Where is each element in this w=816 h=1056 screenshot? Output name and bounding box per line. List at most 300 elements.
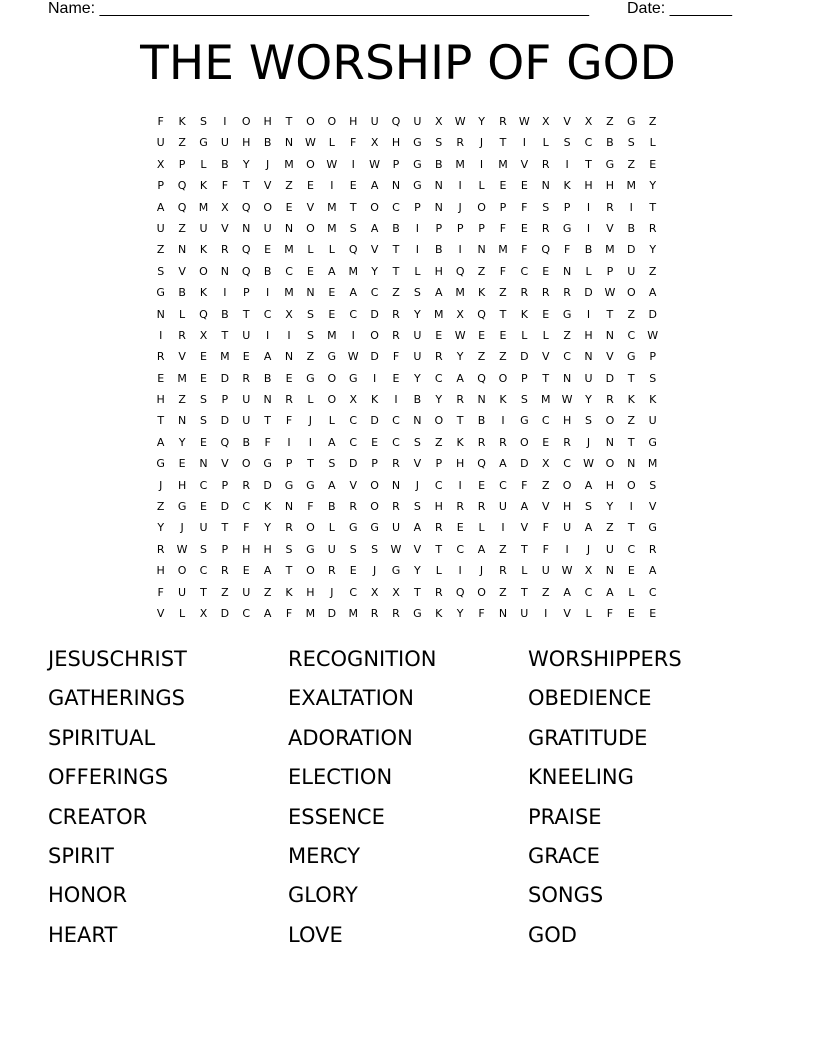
grid-letter: E: [285, 371, 293, 385]
grid-row: [150, 410, 670, 431]
word-list-item: GLORY: [288, 883, 358, 908]
grid-letter: R: [434, 350, 443, 364]
grid-letter: H: [584, 328, 593, 342]
grid-letter: N: [605, 564, 615, 578]
grid-letter: P: [435, 221, 443, 235]
grid-letter: U: [520, 606, 529, 620]
grid-letter: C: [434, 371, 443, 385]
grid-letter: V: [606, 221, 614, 235]
grid-letter: A: [563, 585, 571, 599]
grid-letter: Q: [241, 243, 251, 257]
grid-letter: F: [157, 115, 164, 128]
grid-letter: N: [284, 221, 294, 235]
word-list-item: SPIRIT: [48, 844, 114, 869]
grid-row: [150, 560, 670, 581]
grid-letter: N: [605, 435, 615, 449]
grid-letter: L: [414, 264, 421, 278]
grid-letter: Z: [627, 307, 636, 321]
grid-letter: G: [627, 350, 636, 364]
grid-letter: Z: [435, 435, 443, 449]
grid-letter: U: [242, 328, 251, 342]
grid-letter: E: [328, 286, 336, 300]
grid-letter: L: [585, 606, 592, 620]
grid-letter: L: [521, 564, 528, 578]
grid-letter: I: [586, 221, 591, 235]
grid-letter: U: [156, 221, 165, 235]
grid-letter: C: [627, 542, 636, 556]
grid-letter: G: [177, 500, 187, 514]
grid-letter: Y: [478, 115, 485, 128]
grid-letter: E: [306, 179, 314, 193]
grid-letter: O: [605, 414, 615, 428]
grid-row: [150, 261, 670, 282]
word-list-item: PRAISE: [528, 804, 602, 829]
grid-letter: C: [392, 414, 400, 428]
grid-letter: Z: [156, 500, 165, 514]
grid-letter: Z: [178, 221, 186, 235]
grid-letter: A: [156, 435, 165, 449]
grid-letter: A: [263, 564, 272, 578]
grid-row: [150, 346, 670, 367]
grid-letter: L: [328, 521, 335, 535]
grid-letter: V: [413, 542, 422, 556]
grid-letter: X: [349, 393, 357, 407]
grid-letter: I: [458, 478, 462, 492]
grid-letter: I: [415, 221, 419, 235]
grid-row: [150, 304, 670, 325]
word-list: [48, 640, 768, 955]
grid-letter: A: [456, 371, 464, 385]
grid-letter: T: [606, 307, 614, 321]
grid-letter: H: [349, 115, 358, 128]
grid-letter: S: [199, 115, 207, 128]
word-list-item: MERCY: [288, 844, 361, 869]
grid-letter: F: [542, 521, 549, 535]
grid-letter: C: [349, 435, 358, 449]
grid-letter: V: [606, 350, 614, 364]
grid-letter: I: [458, 564, 462, 578]
grid-letter: T: [285, 115, 293, 128]
grid-letter: U: [413, 115, 422, 128]
name-field-label: Name: _______________________________________________________: [48, 0, 589, 17]
grid-letter: D: [520, 350, 529, 364]
grid-letter: I: [415, 243, 419, 257]
grid-letter: U: [156, 136, 165, 150]
grid-letter: Z: [606, 521, 614, 535]
grid-row: [150, 197, 670, 218]
grid-letter: K: [627, 393, 635, 407]
word-list-item: GATHERINGS: [48, 686, 185, 711]
grid-letter: J: [586, 435, 591, 449]
grid-row: [150, 218, 670, 239]
grid-letter: C: [520, 264, 529, 278]
grid-letter: B: [328, 500, 336, 514]
grid-letter: I: [522, 136, 526, 150]
grid-letter: O: [241, 115, 251, 128]
grid-letter: I: [287, 328, 291, 342]
grid-letter: A: [370, 179, 379, 193]
grid-letter: U: [220, 136, 229, 150]
grid-letter: Q: [455, 264, 465, 278]
grid-letter: M: [348, 606, 358, 620]
grid-letter: Z: [499, 286, 507, 300]
grid-letter: K: [520, 307, 528, 321]
grid-letter: Y: [178, 435, 186, 449]
grid-letter: W: [454, 328, 466, 342]
grid-letter: J: [330, 585, 334, 599]
grid-letter: R: [456, 136, 464, 150]
grid-letter: T: [285, 564, 293, 578]
grid-letter: S: [371, 542, 379, 556]
grid-letter: S: [649, 478, 657, 492]
grid-letter: M: [348, 264, 358, 278]
grid-letter: Y: [606, 500, 614, 514]
grid-letter: L: [478, 179, 485, 193]
grid-letter: V: [563, 606, 571, 620]
grid-letter: E: [200, 500, 207, 514]
grid-letter: D: [370, 350, 379, 364]
grid-letter: D: [348, 457, 358, 471]
word-list-item: GRATITUDE: [528, 725, 648, 750]
grid-letter: N: [605, 328, 615, 342]
grid-letter: N: [477, 393, 486, 407]
grid-letter: O: [263, 200, 272, 214]
grid-letter: H: [562, 500, 572, 514]
grid-letter: Q: [541, 243, 551, 257]
grid-letter: L: [435, 564, 442, 578]
grid-letter: U: [498, 500, 507, 514]
grid-letter: X: [435, 115, 443, 128]
grid-letter: M: [327, 200, 337, 214]
grid-letter: J: [266, 157, 270, 171]
grid-letter: M: [455, 157, 465, 171]
grid-letter: D: [370, 414, 379, 428]
grid-letter: Z: [263, 585, 272, 599]
grid-letter: E: [542, 307, 550, 321]
grid-letter: I: [351, 157, 355, 171]
grid-letter: R: [434, 521, 443, 535]
grid-letter: G: [627, 115, 636, 128]
grid-row: [150, 368, 670, 389]
grid-letter: E: [478, 478, 486, 492]
grid-letter: E: [542, 435, 550, 449]
grid-letter: E: [371, 435, 379, 449]
word-list-item: ADORATION: [288, 725, 413, 750]
grid-letter: A: [584, 521, 593, 535]
grid-letter: E: [478, 328, 486, 342]
grid-letter: Q: [348, 243, 358, 257]
grid-letter: E: [306, 264, 314, 278]
grid-letter: E: [499, 328, 507, 342]
grid-letter: M: [284, 286, 294, 300]
grid-row: [150, 175, 670, 196]
grid-letter: L: [200, 157, 207, 171]
grid-letter: C: [499, 478, 507, 492]
grid-letter: M: [327, 328, 337, 342]
grid-letter: B: [435, 243, 443, 257]
grid-letter: T: [264, 414, 272, 428]
grid-letter: Q: [177, 179, 187, 193]
grid-letter: S: [306, 307, 314, 321]
grid-letter: T: [435, 542, 443, 556]
grid-letter: R: [520, 286, 529, 300]
grid-letter: R: [606, 393, 614, 407]
grid-letter: O: [177, 564, 187, 578]
grid-letter: U: [327, 542, 336, 556]
grid-letter: W: [454, 115, 466, 128]
grid-letter: C: [392, 435, 400, 449]
grid-letter: T: [200, 585, 207, 599]
grid-letter: B: [606, 136, 614, 150]
grid-letter: I: [372, 371, 377, 385]
grid-letter: U: [413, 350, 422, 364]
grid-letter: T: [520, 542, 528, 556]
grid-letter: I: [458, 179, 462, 193]
grid-letter: I: [266, 328, 270, 342]
grid-letter: T: [392, 264, 400, 278]
grid-letter: J: [372, 564, 377, 578]
grid-letter: N: [563, 264, 572, 278]
grid-letter: L: [628, 585, 635, 599]
grid-letter: D: [520, 457, 529, 471]
grid-letter: U: [648, 414, 657, 428]
grid-letter: B: [435, 157, 443, 171]
grid-letter: R: [349, 500, 358, 514]
grid-letter: V: [263, 179, 272, 193]
grid-letter: B: [178, 286, 186, 300]
grid-letter: C: [242, 500, 251, 514]
grid-letter: N: [199, 457, 208, 471]
grid-letter: G: [327, 350, 337, 364]
grid-letter: E: [392, 371, 400, 385]
grid-letter: R: [563, 286, 571, 300]
grid-letter: P: [456, 221, 464, 235]
grid-letter: L: [328, 414, 335, 428]
grid-letter: K: [285, 585, 293, 599]
grid-letter: M: [455, 286, 465, 300]
grid-letter: Z: [648, 115, 657, 128]
grid-letter: C: [584, 136, 593, 150]
grid-letter: C: [199, 478, 208, 492]
grid-letter: D: [584, 286, 593, 300]
grid-letter: T: [414, 585, 421, 599]
grid-letter: E: [542, 264, 550, 278]
grid-letter: Q: [477, 457, 486, 471]
grid-letter: A: [263, 350, 272, 364]
grid-letter: K: [199, 286, 208, 300]
grid-letter: N: [284, 136, 294, 150]
grid-letter: E: [627, 564, 635, 578]
grid-letter: P: [435, 457, 443, 471]
grid-letter: V: [221, 457, 229, 471]
grid-letter: J: [180, 521, 184, 535]
grid-letter: P: [242, 286, 250, 300]
grid-letter: O: [434, 414, 444, 428]
grid-letter: C: [456, 542, 464, 556]
grid-letter: E: [178, 457, 186, 471]
grid-letter: R: [541, 157, 550, 171]
grid-letter: X: [541, 115, 550, 128]
grid-row: [150, 389, 670, 410]
grid-letter: I: [629, 200, 633, 214]
grid-letter: O: [306, 221, 315, 235]
grid-letter: S: [413, 435, 421, 449]
word-list-item: LOVE: [288, 922, 343, 947]
grid-letter: K: [370, 393, 379, 407]
grid-letter: F: [307, 500, 314, 514]
grid-letter: G: [391, 564, 401, 578]
grid-letter: U: [605, 542, 614, 556]
grid-letter: G: [348, 521, 358, 535]
grid-letter: C: [199, 564, 208, 578]
grid-letter: M: [498, 157, 508, 171]
grid-row: [150, 539, 670, 560]
grid-letter: G: [284, 478, 294, 492]
grid-letter: I: [330, 179, 334, 193]
grid-letter: U: [178, 585, 187, 599]
grid-letter: X: [199, 606, 208, 620]
grid-letter: V: [520, 157, 529, 171]
grid-letter: Z: [285, 179, 293, 193]
grid-letter: Y: [414, 564, 421, 578]
grid-letter: E: [285, 200, 293, 214]
grid-letter: Y: [414, 371, 421, 385]
grid-letter: T: [392, 243, 400, 257]
grid-letter: R: [242, 478, 251, 492]
grid-letter: H: [605, 478, 615, 492]
grid-letter: B: [477, 414, 486, 428]
grid-row: [150, 496, 670, 517]
grid-letter: N: [584, 350, 593, 364]
grid-letter: U: [391, 521, 401, 535]
word-list-item: ESSENCE: [288, 804, 385, 829]
grid-letter: T: [242, 179, 250, 193]
grid-letter: D: [220, 500, 230, 514]
date-field-label: Date: _______: [627, 0, 732, 17]
grid-letter: S: [328, 457, 336, 471]
grid-letter: I: [394, 393, 398, 407]
grid-letter: V: [349, 478, 357, 492]
grid-letter: X: [584, 115, 593, 128]
grid-letter: N: [563, 371, 572, 385]
grid-letter: V: [156, 606, 165, 620]
grid-letter: T: [349, 200, 357, 214]
grid-letter: W: [518, 115, 530, 128]
grid-letter: G: [199, 136, 208, 150]
word-list-item: GRACE: [528, 844, 600, 869]
grid-letter: C: [541, 414, 550, 428]
grid-letter: Z: [477, 350, 486, 364]
grid-letter: J: [458, 200, 462, 214]
grid-letter: Y: [264, 521, 272, 535]
grid-letter: F: [350, 136, 357, 150]
grid-letter: D: [648, 307, 657, 321]
grid-letter: F: [243, 521, 250, 535]
grid-letter: W: [369, 157, 381, 171]
grid-letter: N: [434, 200, 443, 214]
grid-letter: C: [648, 585, 657, 599]
grid-letter: Z: [306, 350, 315, 364]
grid-letter: A: [413, 521, 422, 535]
grid-letter: O: [327, 371, 337, 385]
grid-letter: G: [648, 521, 657, 535]
grid-letter: W: [176, 542, 188, 556]
grid-letter: Y: [371, 264, 378, 278]
grid-letter: S: [435, 136, 443, 150]
grid-letter: E: [200, 350, 207, 364]
grid-letter: R: [648, 542, 657, 556]
grid-letter: M: [305, 606, 316, 620]
grid-letter: O: [306, 115, 315, 128]
grid-letter: O: [626, 286, 636, 300]
grid-letter: A: [328, 478, 336, 492]
grid-letter: V: [370, 243, 379, 257]
grid-letter: Q: [199, 307, 208, 321]
grid-letter: Y: [157, 521, 165, 535]
grid-letter: R: [370, 606, 379, 620]
grid-row: [150, 603, 670, 624]
grid-letter: H: [242, 136, 251, 150]
grid-letter: F: [563, 243, 571, 257]
grid-letter: O: [306, 564, 315, 578]
grid-letter: E: [456, 521, 464, 535]
grid-row: [150, 132, 670, 153]
grid-letter: H: [562, 414, 572, 428]
grid-letter: W: [604, 286, 616, 300]
grid-letter: H: [263, 542, 272, 556]
grid-letter: G: [370, 521, 379, 535]
grid-letter: I: [565, 157, 569, 171]
grid-letter: L: [542, 136, 549, 150]
grid-letter: S: [520, 393, 528, 407]
grid-letter: U: [242, 414, 251, 428]
word-list-item: ELECTION: [288, 765, 393, 790]
grid-letter: J: [479, 564, 484, 578]
grid-letter: O: [306, 521, 315, 535]
grid-letter: O: [327, 115, 337, 128]
grid-letter: F: [157, 585, 164, 599]
grid-letter: O: [520, 435, 529, 449]
grid-letter: R: [392, 500, 400, 514]
grid-letter: Z: [627, 414, 636, 428]
grid-letter: Y: [649, 243, 657, 257]
grid-letter: I: [586, 307, 591, 321]
grid-letter: T: [585, 157, 592, 171]
grid-letter: A: [648, 564, 657, 578]
grid-letter: S: [349, 542, 357, 556]
header-line: [48, 0, 748, 20]
grid-letter: C: [242, 606, 251, 620]
grid-letter: Y: [435, 393, 443, 407]
grid-letter: F: [521, 478, 528, 492]
grid-letter: X: [370, 585, 379, 599]
grid-letter: O: [370, 328, 379, 342]
grid-letter: H: [242, 542, 251, 556]
grid-letter: N: [156, 307, 165, 321]
grid-letter: P: [221, 393, 229, 407]
grid-letter: V: [520, 521, 529, 535]
grid-letter: H: [156, 564, 165, 578]
grid-letter: M: [605, 243, 615, 257]
grid-letter: Z: [499, 585, 507, 599]
grid-letter: K: [456, 435, 464, 449]
grid-letter: E: [242, 564, 250, 578]
grid-letter: Y: [456, 606, 464, 620]
grid-letter: U: [584, 371, 593, 385]
grid-letter: Z: [627, 157, 636, 171]
grid-letter: H: [177, 478, 187, 492]
grid-letter: A: [370, 221, 379, 235]
